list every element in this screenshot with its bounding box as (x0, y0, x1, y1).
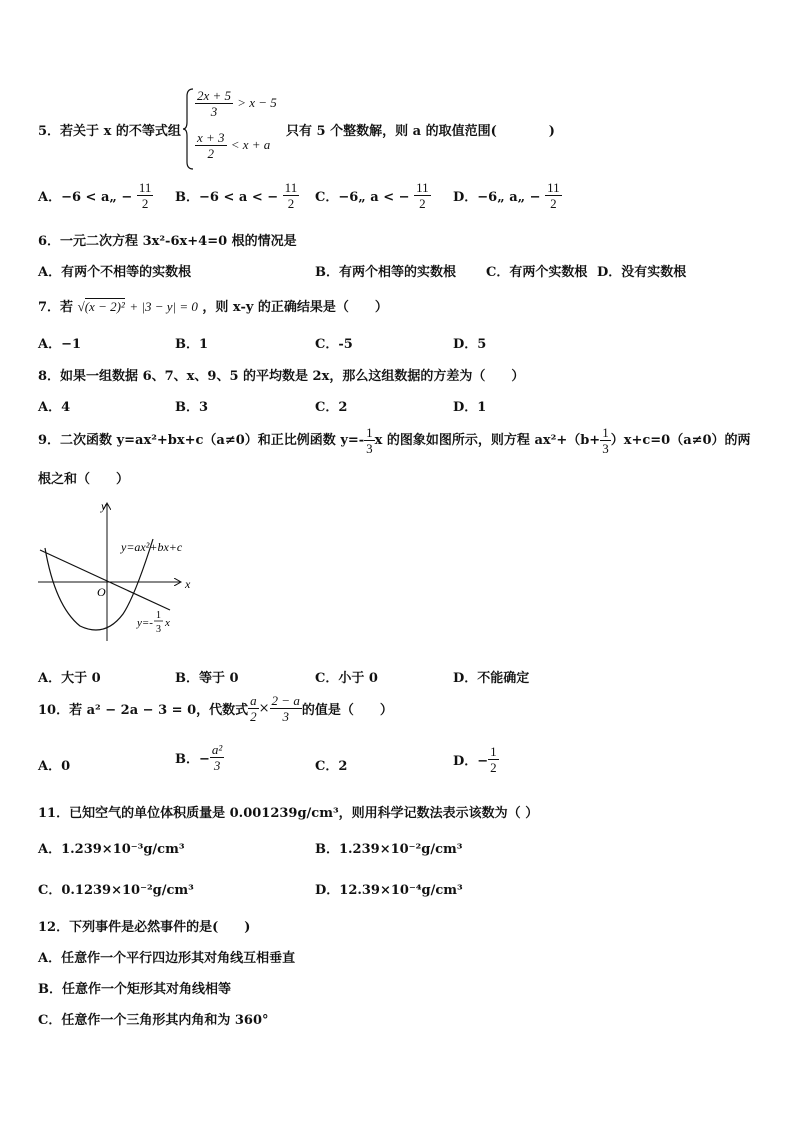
q12-option-c: C．任意作一个三角形其内角和为 360° (38, 1013, 269, 1028)
line-label-num: 1 (156, 610, 161, 621)
q12-option-a: A．任意作一个平行四边形其对角线互相垂直 (38, 951, 296, 966)
q9-option-a: A．大于 0 (38, 671, 101, 686)
q6-option-b: B．有两个相等的实数根 (315, 265, 456, 280)
q5-stem-end: 只有 5 个整数解，则 a 的取值范围( ) (286, 124, 555, 139)
line-label-den: 3 (156, 624, 161, 635)
q11-option-c: C．0.1239×10⁻²g/cm³ (38, 883, 194, 898)
q8-option-c: C．2 (315, 400, 348, 415)
q11-option-a: A．1.239×10⁻³g/cm³ (38, 842, 185, 857)
q11-option-d: D．12.39×10⁻⁴g/cm³ (315, 883, 463, 898)
inequality-1: $\frac{2x + 5}{3}$ > x − 5 (197, 88, 277, 119)
q8-option-d: D．1 (453, 400, 487, 415)
origin-label: O (97, 585, 106, 599)
q9-option-d: D．不能确定 (453, 671, 530, 686)
parabola-label: y=ax²+bx+c (121, 540, 183, 554)
q7-option-b: B．1 (175, 337, 209, 352)
q11-option-b: B．1.239×10⁻²g/cm³ (315, 842, 463, 857)
question-10: 10．若 a² − 2a − 3 = 0，代数式 $\frac{a}{2}$ × $\frac{2 - a}{3}$ 的值是（ ） (38, 693, 393, 724)
q6-option-d: D．没有实数根 (597, 265, 687, 280)
q9-option-c: C．小于 0 (315, 671, 378, 686)
line-label-post: x (165, 617, 170, 629)
q10-option-d: D．− $\frac{1}{2}$ (453, 744, 497, 775)
q5-option-c: C．−6„ a < − $\frac{11}{2}$ (315, 180, 429, 211)
q5-option-d: D．−6„ a„ − $\frac{11}{2}$ (453, 180, 560, 211)
question-7: 7．若 √(x − 2)² + |3 − y| = 0 ，则 x-y 的正确结果是（ ） (38, 299, 388, 315)
q7-option-c: C．-5 (315, 337, 353, 352)
q10-option-a: A．0 (38, 759, 71, 774)
brace-icon (183, 88, 195, 170)
q8-option-a: A．4 (38, 400, 71, 415)
x-axis-label: x (185, 577, 191, 591)
q7-option-a: A．−1 (38, 337, 82, 352)
q5-stem-start: 5．若关于 x 的不等式组 (38, 124, 181, 139)
line-label-pre: y=- (137, 617, 153, 629)
proportional-line (40, 550, 170, 610)
question-9: 9．二次函数 y=ax²+bx+c（a≠0）和正比例函数 y=- $\frac{1}{3}$ x 的图象如图所示，则方程 ax²+（b+ $\frac{1}{3}$ ）x+c=0（a≠0）的两 (38, 425, 751, 456)
function-graph (35, 496, 205, 646)
question-12: 12．下列事件是必然事件的是( ) (38, 920, 251, 935)
y-axis-label: y (101, 499, 107, 513)
q6-option-c: C．有两个实数根 (486, 265, 588, 280)
q10-option-b: B．− $\frac{\text{a²}}{3}$ (175, 742, 223, 773)
inequality-2: $\frac{x + 3}{2}$ < x + a (197, 130, 271, 161)
q10-option-c: C．2 (315, 759, 348, 774)
question-6: 6．一元二次方程 3x²-6x+4=0 根的情况是 (38, 234, 297, 249)
q8-option-b: B．3 (175, 400, 209, 415)
question-8: 8．如果一组数据 6、7、x、9、5 的平均数是 2x，那么这组数据的方差为（ ） (38, 369, 525, 384)
q6-option-a: A．有两个不相等的实数根 (38, 265, 192, 280)
question-11: 11．已知空气的单位体积质量是 0.001239g/cm³，则用科学记数法表示该数为（ ） (38, 806, 539, 821)
q5-option-a: A．−6 < a„ − $\frac{11}{2}$ (38, 180, 152, 211)
q5-option-b: B．−6 < a < − $\frac{11}{2}$ (175, 180, 298, 211)
q12-option-b: B．任意作一个矩形其对角线相等 (38, 982, 231, 997)
q9-option-b: B．等于 0 (175, 671, 239, 686)
q7-option-d: D．5 (453, 337, 487, 352)
q9-stem-line2: 根之和（ ） (38, 472, 130, 487)
